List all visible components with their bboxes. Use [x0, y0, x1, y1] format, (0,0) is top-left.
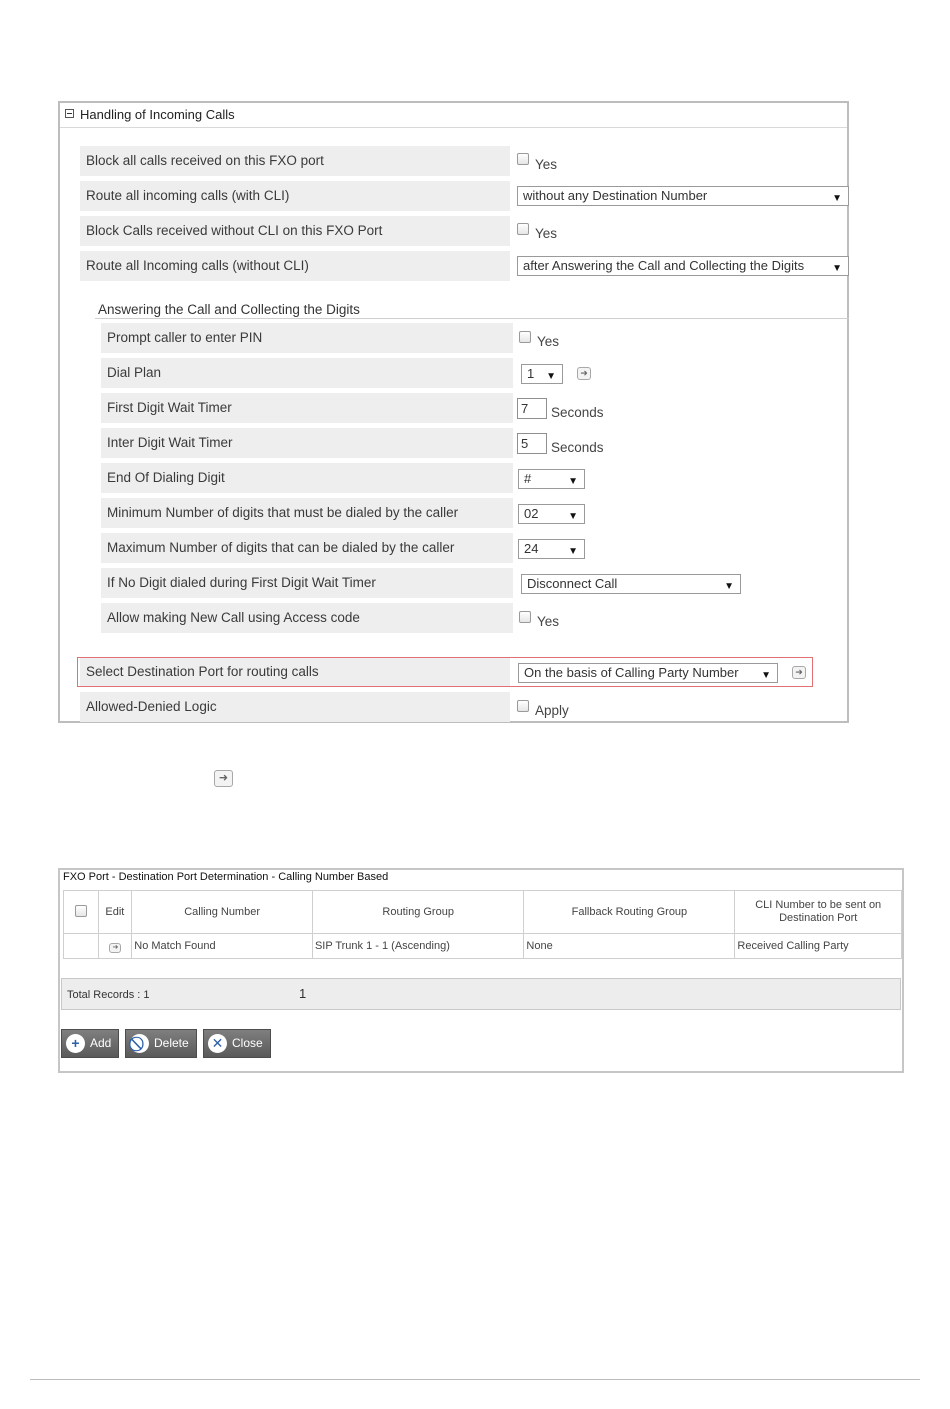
min-digits-select[interactable] [518, 504, 585, 524]
routing-group-cell: SIP Trunk 1 - 1 (Ascending) [312, 934, 523, 959]
arrow-right-icon[interactable]: ➜ [577, 367, 591, 380]
route-without-cli-select[interactable] [517, 256, 849, 276]
prompt-pin-option: Yes [537, 334, 560, 349]
close-button-label: Close [232, 1036, 263, 1050]
max-digits-select[interactable] [518, 539, 585, 559]
destination-table [63, 890, 902, 959]
caret-down-icon: ▼ [568, 546, 578, 557]
destination-port-select[interactable] [518, 663, 778, 683]
panel-header [60, 103, 847, 128]
access-code-option: Yes [537, 614, 560, 629]
route-with-cli-value: without any Destination Number [523, 188, 708, 203]
col-edit: Edit [98, 891, 132, 934]
add-button-label: Add [90, 1036, 112, 1050]
destination-port-table-panel [58, 868, 904, 1073]
table-header-row [64, 891, 902, 934]
select-all-header [64, 891, 99, 934]
panel-title: Handling of Incoming Calls [80, 107, 235, 122]
col-cli-number: CLI Number to be sent on Destination Port [735, 891, 902, 934]
calling-number-cell: No Match Found [132, 934, 313, 959]
table-row[interactable] [64, 934, 902, 959]
destination-port-value: On the basis of Calling Party Number [524, 665, 739, 680]
block-without-cli-label: Block Calls received without CLI on this FXO Port [80, 216, 510, 246]
caret-down-icon: ▼ [568, 476, 578, 487]
total-records-value: 1 [299, 986, 307, 1001]
col-fallback-routing-group: Fallback Routing Group [524, 891, 735, 934]
x-circle-icon: ✕ [208, 1034, 227, 1053]
end-digit-label: End Of Dialing Digit [101, 463, 513, 493]
end-digit-value: # [524, 471, 532, 486]
ban-circle-icon [130, 1034, 149, 1053]
digits-section-title: Answering the Call and Collecting the Digits [98, 302, 360, 317]
access-code-checkbox[interactable] [519, 611, 531, 623]
no-digit-select[interactable] [521, 574, 741, 594]
caret-down-icon: ▼ [568, 511, 578, 522]
inter-digit-timer-unit: Seconds [551, 440, 604, 455]
route-with-cli-select[interactable] [517, 186, 849, 206]
block-all-calls-label: Block all calls received on this FXO port [80, 146, 510, 176]
route-without-cli-label: Route all Incoming calls (without CLI) [80, 251, 510, 281]
destination-port-label: Select Destination Port for routing calls [80, 658, 510, 686]
min-digits-value: 02 [524, 506, 539, 521]
plus-circle-icon: + [66, 1034, 85, 1053]
allowed-denied-label: Allowed-Denied Logic [80, 692, 510, 722]
route-without-cli-value: after Answering the Call and Collecting the Digits [523, 258, 805, 273]
prompt-pin-label: Prompt caller to enter PIN [101, 323, 513, 353]
arrow-right-icon[interactable]: ➜ [214, 770, 233, 787]
dial-plan-label: Dial Plan [101, 358, 513, 388]
inter-digit-timer-label: Inter Digit Wait Timer [101, 428, 513, 458]
allowed-denied-checkbox[interactable] [517, 700, 529, 712]
col-routing-group: Routing Group [312, 891, 523, 934]
add-button[interactable] [61, 1029, 119, 1058]
caret-down-icon: ▼ [724, 581, 734, 592]
block-all-calls-checkbox[interactable] [517, 153, 529, 165]
end-digit-select[interactable] [518, 469, 585, 489]
first-digit-timer-unit: Seconds [551, 405, 604, 420]
section-divider [95, 318, 849, 319]
caret-down-icon: ▼ [546, 371, 556, 382]
footer-divider [30, 1379, 920, 1380]
access-code-label: Allow making New Call using Access code [101, 603, 513, 633]
block-all-calls-option: Yes [535, 157, 558, 172]
route-with-cli-label: Route all incoming calls (with CLI) [80, 181, 510, 211]
caret-down-icon: ▼ [761, 670, 771, 681]
fallback-cell: None [524, 934, 735, 959]
no-digit-value: Disconnect Call [527, 576, 618, 591]
delete-button[interactable] [125, 1029, 197, 1058]
delete-button-label: Delete [154, 1036, 189, 1050]
cli-number-cell: Received Calling Party [735, 934, 902, 959]
table-title: FXO Port - Destination Port Determination - Calling Number Based [63, 871, 389, 883]
total-records-label: Total Records : 1 [67, 989, 150, 1001]
no-digit-label: If No Digit dialed during First Digit Wait Timer [101, 568, 513, 598]
caret-down-icon: ▼ [832, 193, 842, 204]
arrow-right-icon[interactable]: ➜ [109, 943, 121, 953]
dial-plan-select[interactable] [521, 364, 563, 384]
row-select-cell [64, 934, 99, 959]
min-digits-label: Minimum Number of digits that must be dialed by the caller [101, 498, 513, 528]
caret-down-icon: ▼ [832, 263, 842, 274]
inter-digit-timer-input[interactable]: 5 [517, 433, 547, 454]
first-digit-timer-label: First Digit Wait Timer [101, 393, 513, 423]
total-records-bar [61, 978, 901, 1010]
allowed-denied-option: Apply [535, 703, 569, 718]
edit-cell [98, 934, 132, 959]
dial-plan-value: 1 [527, 366, 535, 381]
handling-incoming-calls-panel [58, 101, 849, 723]
block-without-cli-checkbox[interactable] [517, 223, 529, 235]
prompt-pin-checkbox[interactable] [519, 331, 531, 343]
select-all-checkbox[interactable] [75, 905, 87, 917]
close-button[interactable] [203, 1029, 271, 1058]
col-calling-number: Calling Number [132, 891, 313, 934]
block-without-cli-option: Yes [535, 226, 558, 241]
arrow-right-icon[interactable]: ➜ [792, 666, 806, 679]
max-digits-value: 24 [524, 541, 539, 556]
first-digit-timer-input[interactable]: 7 [517, 398, 547, 419]
max-digits-label: Maximum Number of digits that can be dialed by the caller [101, 533, 513, 563]
minus-square-icon[interactable] [65, 109, 74, 118]
